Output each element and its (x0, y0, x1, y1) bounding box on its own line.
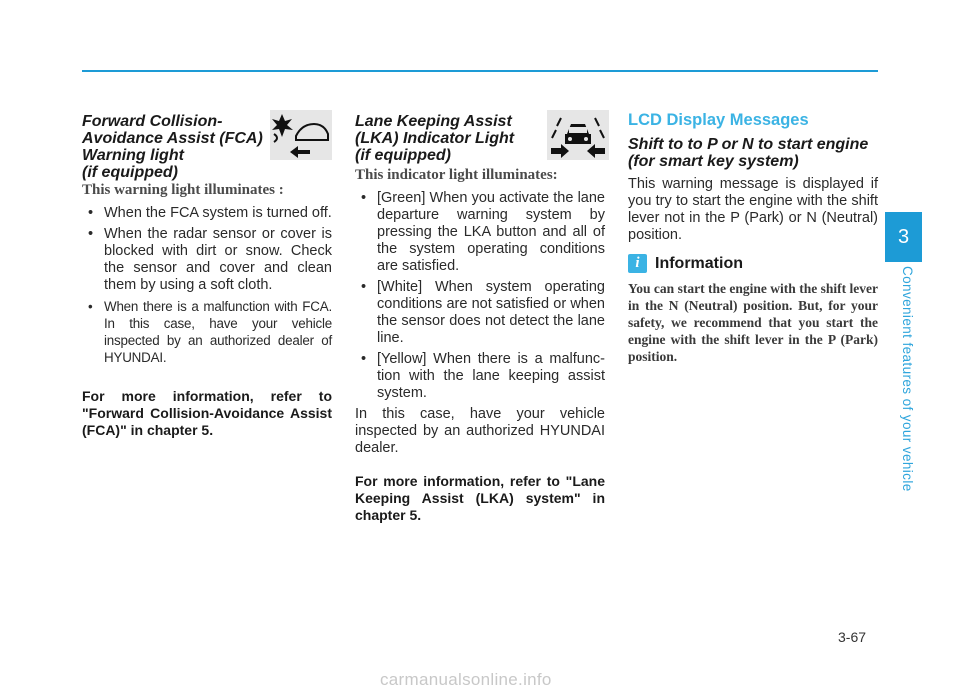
info-text: You can start the engine with the shift lever in the N (Neutral) position. But, for your safety, we recommend that you start the engine with the shift lever in the P (Park) position. (628, 281, 878, 364)
lka-subheading: This indicator light illuminates: (355, 167, 558, 183)
fca-header (82, 110, 332, 181)
lcd-body: This warning message is displayed if you try to start the engine with the shift lever not in the P (Park) or N (Neutral) position. (628, 176, 878, 243)
lka-body: In this case, have your vehicle inspected by an authorized HYUNDAI dealer. (355, 406, 605, 456)
lka-header (355, 110, 605, 166)
list-item: • [Green] When you activate the lane departure warning system by pressing the LKA button and all of the system operating conditions are satisfied. (355, 190, 605, 275)
list-item: • [Yellow] When there is a malfunc-tion with the lane keeping assist system. (355, 351, 605, 402)
info-icon: i (628, 254, 647, 273)
fca-warning-icon (270, 110, 332, 160)
fca-note: For more information, refer to "Forward Collision-Avoidance Assist (FCA)" in chapter 5. (82, 388, 332, 438)
fca-subheading: This warning light illuminates : (82, 182, 284, 198)
lcd-subtitle: Shift to to P or N to start engine (for smart key system) (628, 136, 869, 170)
top-rule (82, 70, 878, 72)
fca-section (82, 110, 332, 439)
lka-title: Lane Keeping Assist (LKA) Indicator Light (if equipped) (355, 113, 515, 164)
lcd-title: LCD Display Messages (628, 111, 809, 129)
info-label: Information (655, 254, 743, 272)
lka-section (355, 110, 605, 524)
fca-bullet-list (82, 205, 332, 366)
chapter-label: Convenient features of your vehicle (900, 266, 915, 492)
info-header (628, 254, 878, 273)
page-number: 3-67 (838, 629, 867, 645)
watermark: carmanualsonline.info (380, 670, 552, 689)
list-item: • When there is a malfunction with FCA. In this case, have your vehicle inspected by an authorized dealer of HYUNDAI. (82, 298, 332, 366)
list-item: • [White] When system operating conditions are not satisfied or when the sensor does not detect the lane line. (355, 279, 605, 347)
chapter-number: 3 (885, 212, 922, 262)
lka-note: For more information, refer to "Lane Keeping Assist (LKA) system" in chapter 5. (355, 473, 605, 523)
lka-indicator-icon (547, 110, 609, 160)
list-item: • When the FCA system is turned off. (82, 205, 332, 222)
chapter-side-tab (885, 212, 922, 492)
fca-title: Forward Collision- Avoidance Assist (FCA) Warning light (if equipped) (82, 113, 263, 181)
lka-bullet-list (355, 190, 605, 402)
list-item: • When the radar sensor or cover is blocked with dirt or snow. Check the sensor and cover and clean them by using a soft cloth. (82, 226, 332, 294)
lcd-section (628, 110, 878, 365)
